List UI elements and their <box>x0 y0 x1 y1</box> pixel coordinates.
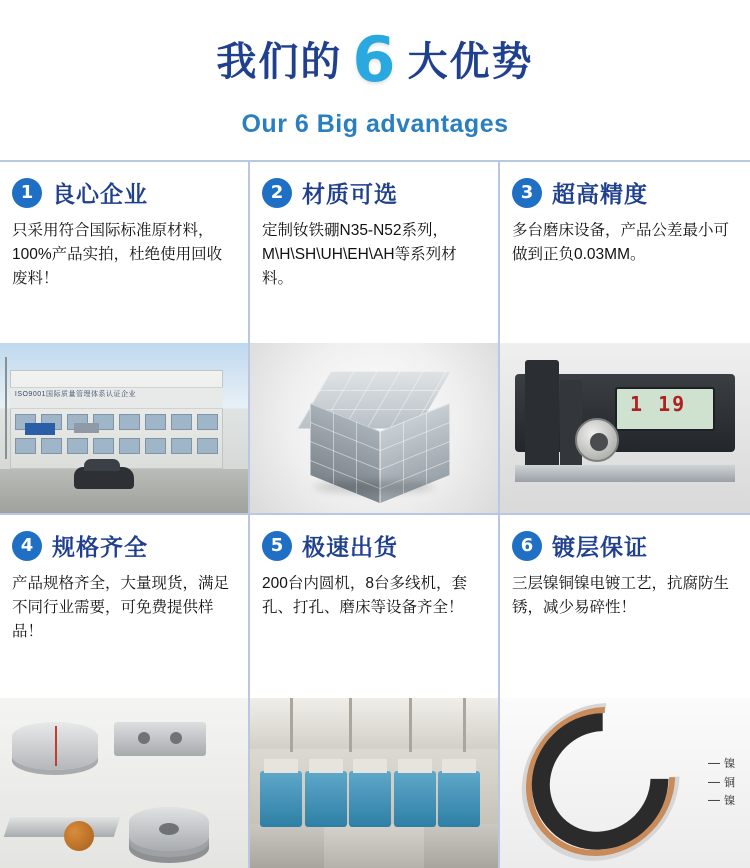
magnet-cube-photo <box>250 343 498 513</box>
advantages-grid <box>0 160 750 868</box>
entrance-sign <box>25 423 55 435</box>
roof-beam <box>290 698 293 752</box>
caliper-scale-bar <box>515 465 735 482</box>
window <box>93 438 114 454</box>
magnet-cube <box>294 371 454 491</box>
cube-shadow <box>314 481 433 493</box>
page-title <box>0 23 750 96</box>
advantage-card-5 <box>250 515 500 868</box>
window-row-lower <box>15 438 218 454</box>
number-badge: 2 <box>262 178 292 208</box>
roof-beam <box>349 698 352 752</box>
layer-label-nickel-outer: 镍 <box>708 755 735 774</box>
bar-magnet <box>4 817 120 837</box>
card-header <box>512 529 738 562</box>
flag-pole <box>5 357 7 459</box>
layer-label-nickel-inner: 镍 <box>708 792 735 811</box>
measured-ring-magnet <box>575 418 619 462</box>
window <box>41 438 62 454</box>
magnet-core <box>504 698 697 868</box>
digital-caliper-photo <box>500 343 750 513</box>
advantage-card-4 <box>0 515 250 868</box>
workshop-aisle <box>324 824 423 868</box>
title-number: 6 <box>352 23 398 96</box>
secondary-sign <box>74 423 99 433</box>
number-badge: 1 <box>12 178 42 208</box>
layer-label-copper: 铜 <box>708 774 735 793</box>
caliper-jaw-fixed <box>525 360 559 482</box>
card-title: 材质可选 <box>302 181 398 207</box>
window <box>197 414 218 430</box>
window <box>171 438 192 454</box>
layer-label-list <box>708 755 735 811</box>
caliper-reading: 1 19 <box>630 392 687 417</box>
card-title: 镀层保证 <box>552 534 648 560</box>
card-header <box>512 176 738 209</box>
machine-unit <box>394 771 436 827</box>
window <box>145 438 166 454</box>
card-description: 多台磨床设备，产品公差最小可做到正负0.03MM。 <box>512 222 730 264</box>
disc-magnet-stack <box>12 722 98 770</box>
factory-building-photo <box>0 343 248 513</box>
number-badge: 3 <box>512 178 542 208</box>
card-header <box>262 529 486 562</box>
building-sign-text: ISO9001国际质量管理体系认证企业 <box>14 390 137 398</box>
card-header <box>262 176 486 209</box>
card-title: 规格齐全 <box>52 534 148 560</box>
advantage-card-6 <box>500 515 750 868</box>
window <box>197 438 218 454</box>
machine-unit <box>260 771 302 827</box>
title-prefix: 我们的 <box>216 40 343 84</box>
advantage-card-2 <box>250 162 500 515</box>
advantage-card-3 <box>500 162 750 515</box>
ring-magnet-stack <box>129 807 209 851</box>
magnet-shapes-photo <box>0 698 248 868</box>
reference-coin <box>64 821 94 851</box>
title-suffix: 大优势 <box>407 40 534 84</box>
block-magnet-with-holes <box>114 722 206 756</box>
counterbore-hole <box>170 732 182 744</box>
card-description: 200台内圆机，8台多线机，套孔、打孔、磨床等设备齐全！ <box>262 575 467 617</box>
card-description: 只采用符合国际标准原材料，100%产品实拍，杜绝使用回收废料！ <box>12 222 223 288</box>
machine-unit <box>438 771 480 827</box>
coating-layers-photo <box>500 698 750 868</box>
window <box>119 414 140 430</box>
card-title: 良心企业 <box>52 181 148 207</box>
window <box>171 414 192 430</box>
window <box>145 414 166 430</box>
window <box>119 438 140 454</box>
card-header <box>12 529 236 562</box>
roof-beam <box>409 698 412 752</box>
card-title: 超高精度 <box>552 181 648 207</box>
window <box>67 438 88 454</box>
card-header <box>12 176 236 209</box>
counterbore-hole <box>138 732 150 744</box>
window <box>15 438 36 454</box>
number-badge: 5 <box>262 531 292 561</box>
machine-unit <box>349 771 391 827</box>
workshop-roof <box>250 698 498 749</box>
machine-unit <box>305 771 347 827</box>
card-description: 定制钕铁硼N35-N52系列，M\H\SH\UH\EH\AH等系列材料。 <box>262 222 457 288</box>
poster-header <box>0 0 750 160</box>
number-badge: 6 <box>512 531 542 561</box>
roof-beam <box>463 698 466 752</box>
card-description: 三层镍铜镍电镀工艺，抗腐防生锈，减少易碎性！ <box>512 575 730 617</box>
card-title: 极速出货 <box>302 534 398 560</box>
card-description: 产品规格齐全，大量现货，满足不同行业需要，可免费提供样品！ <box>12 575 230 641</box>
number-badge: 4 <box>12 531 42 561</box>
advantage-card-1 <box>0 162 250 515</box>
page-subtitle: Our 6 Big advantages <box>241 110 509 139</box>
car <box>74 467 134 489</box>
workshop-machines-photo <box>250 698 498 868</box>
